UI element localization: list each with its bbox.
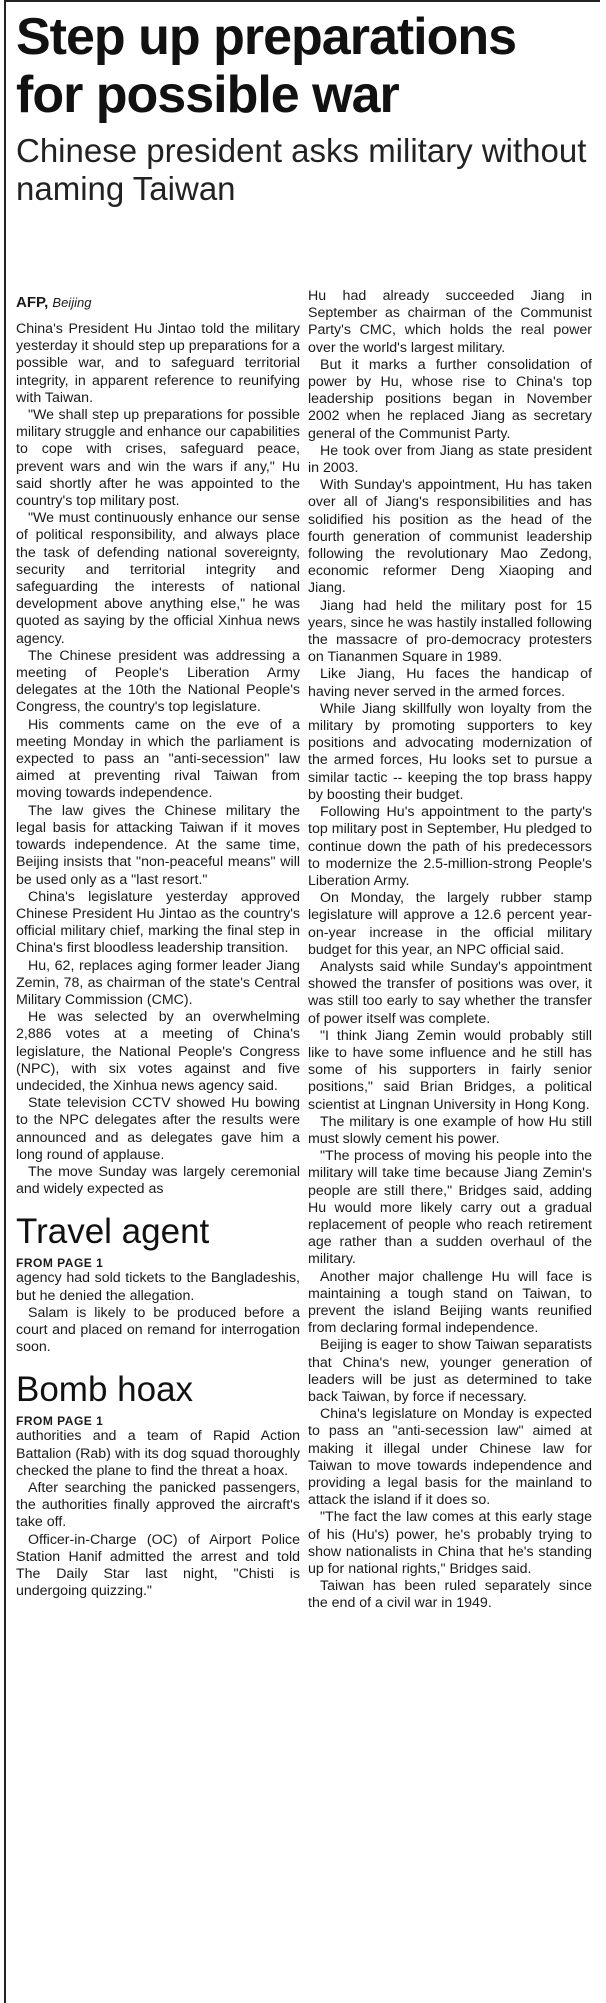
main-story-body [16, 321, 300, 1198]
paragraph: "I think Jiang Zemin would probably still like to have some influence and he still has some of his supporters in fairly senior positions," said Brian Bridges, a political scientist at Lingnan University in Hong Kong. [308, 1027, 592, 1113]
paragraph: China's legislature on Monday is expected to pass an "anti-secession law" aimed at making it illegal under Chinese law for Taiwan to move towards independence and providing a legal basis for the mainland to attack the island if it does so. [308, 1406, 592, 1509]
byline-location: Beijing [52, 295, 92, 310]
paragraph: Hu, 62, replaces aging former leader Jiang Zemin, 78, as chairman of the state's Central Military Commission (CMC). [16, 957, 300, 1008]
paragraph: authorities and a team of Rapid Action Battalion (Rab) with its dog squad thoroughly checked the plane to find the threat a hoax. [16, 1428, 300, 1479]
article-columns [16, 288, 592, 1613]
paragraph: He was selected by an overwhelming 2,886 votes at a meeting of China's legislature, the National People's Congress (NPC), with six votes against and five undecided, the Xinhua news agency said. [16, 1009, 300, 1094]
paragraph: The move Sunday was largely ceremonial and widely expected as [16, 1163, 300, 1198]
byline-source: AFP, [16, 294, 49, 311]
paragraph: "We must continuously enhance our sense of political responsibility, and always place the task of defending national sovereignty, security and territorial integrity and safeguarding the interests of national development above anything else," he was quoted as saying by the official Xinhua news agency. [16, 510, 300, 647]
paragraph: The military is one example of how Hu still must slowly cement his power. [308, 1113, 592, 1147]
paragraph: China's President Hu Jintao told the military yesterday it should step up preparations for a possible war, and to safeguard territorial integrity, in apparent reference to reunifying with Taiwan. [16, 321, 300, 406]
paragraph: On Monday, the largely rubber stamp legislature will approve a 12.6 percent year-on-year increase in the official military budget for this year, an NPC official said. [308, 890, 592, 958]
paragraph: Like Jiang, Hu faces the handicap of having never served in the armed forces. [308, 666, 592, 700]
paragraph: "The process of moving his people into the military will take time because Jiang Zemin's people are still there," Bridges said, adding Hu would more likely carry out a gradual replacement of people who reach retirement age rather than a sudden overhaul of the military. [308, 1148, 592, 1268]
paragraph: China's legislature yesterday approved Chinese President Hu Jintao as the country's official military chief, marking the final step in China's first bloodless leadership transition. [16, 888, 300, 957]
paragraph: Beijing is eager to show Taiwan separatists that China's new, younger generation of leaders will be just as determined to take back Taiwan, by force if necessary. [308, 1337, 592, 1405]
byline [16, 294, 300, 311]
paragraph: His comments came on the eve of a meeting Monday in which the parliament is expected to pass an "anti-secession" law aimed at preventing rival Taiwan from moving towards independence. [16, 716, 300, 802]
travel-agent-from-page: FROM PAGE 1 [16, 1256, 104, 1271]
left-column [16, 294, 300, 1613]
paragraph: Taiwan has been ruled separately since the end of a civil war in 1949. [308, 1578, 592, 1612]
travel-agent-story [16, 1212, 300, 1356]
paragraph: But it marks a further consolidation of power by Hu, whose rise to China's top leadership positions began in November 2002 when he replaced Jiang as secretary general of the Communist Party. [308, 356, 592, 442]
paragraph: Another major challenge Hu will face is maintaining a tough stand on Taiwan, to prevent the island Beijing wants reunified from declaring formal independence. [308, 1268, 592, 1337]
bomb-hoax-story [16, 1370, 300, 1600]
paragraph: The law gives the Chinese military the legal basis for attacking Taiwan if it moves towards independence. At the same time, Beijing insists that "non-peaceful means" will be used only as a "last resort." [16, 802, 300, 888]
paragraph: Following Hu's appointment to the party's top military post in September, Hu pledged to continue down the path of his predecessors to modernize the 2.5-million-strong People's Liberation Army. [308, 804, 592, 889]
newspaper-page [4, 0, 600, 2003]
paragraph: Officer-in-Charge (OC) of Airport Police Station Hanif admitted the arrest and told The Daily Star last night, "Chisti is undergoing quizzing." [16, 1531, 300, 1600]
paragraph: While Jiang skillfully won loyalty from the military by promoting supporters to key positions and advocating modernization of the armed forces, Hu looks set to pursue a similar tactic -- keeping the top brass happy by boosting their budget. [308, 700, 592, 803]
paragraph: He took over from Jiang as state president in 2003. [308, 442, 592, 477]
paragraph: Jiang had held the military post for 15 years, since he was hastily installed following the massacre of pro-democracy protesters on Tiananmen Square in 1989. [308, 597, 592, 666]
paragraph: State television CCTV showed Hu bowing to the NPC delegates after the results were announced and as delegates gave him a long round of applause. [16, 1095, 300, 1163]
bomb-hoax-from-page: FROM PAGE 1 [16, 1414, 104, 1429]
paragraph: "The fact the law comes at this early stage of his (Hu's) power, he's probably trying to show nationalists in China that he's standing up for national rights," Bridges said. [308, 1509, 592, 1578]
paragraph: After searching the panicked passengers, the authorities finally approved the aircraft's take off. [16, 1479, 300, 1531]
bomb-hoax-title: Bomb hoax [16, 1370, 194, 1410]
paragraph: The Chinese president was addressing a meeting of People's Liberation Army delegates at the 10th the National People's Congress, the country's top legislature. [16, 647, 300, 716]
headline: Step up preparations for possible war [16, 8, 517, 124]
travel-agent-title: Travel agent [16, 1212, 210, 1252]
paragraph: With Sunday's appointment, Hu has taken over all of Jiang's responsibilities and has solidified his position as the head of the fourth generation of communist leadership following the revolutionary Mao Zedong, economic reformer Deng Xiaoping and Jiang. [308, 477, 592, 597]
paragraph: Salam is likely to be produced before a court and placed on remand for interrogation soon. [16, 1304, 300, 1356]
paragraph: Hu had already succeeded Jiang in September as chairman of the Communist Party's CMC, which holds the real power over the world's largest military. [308, 288, 592, 356]
subheadline: Chinese president asks military without naming Taiwan [16, 132, 587, 207]
paragraph: Analysts said while Sunday's appointment showed the transfer of positions was over, it was still too early to say whether the transfer of power itself was complete. [308, 958, 592, 1027]
right-column [308, 288, 592, 1613]
paragraph: agency had sold tickets to the Bangladeshis, but he denied the allegation. [16, 1270, 300, 1304]
paragraph: "We shall step up preparations for possible military struggle and enhance our capabilities to cope with crises, safeguard peace, prevent wars and win the wars if any," Hu said shortly after he was appointed to the country's top military post. [16, 407, 300, 510]
